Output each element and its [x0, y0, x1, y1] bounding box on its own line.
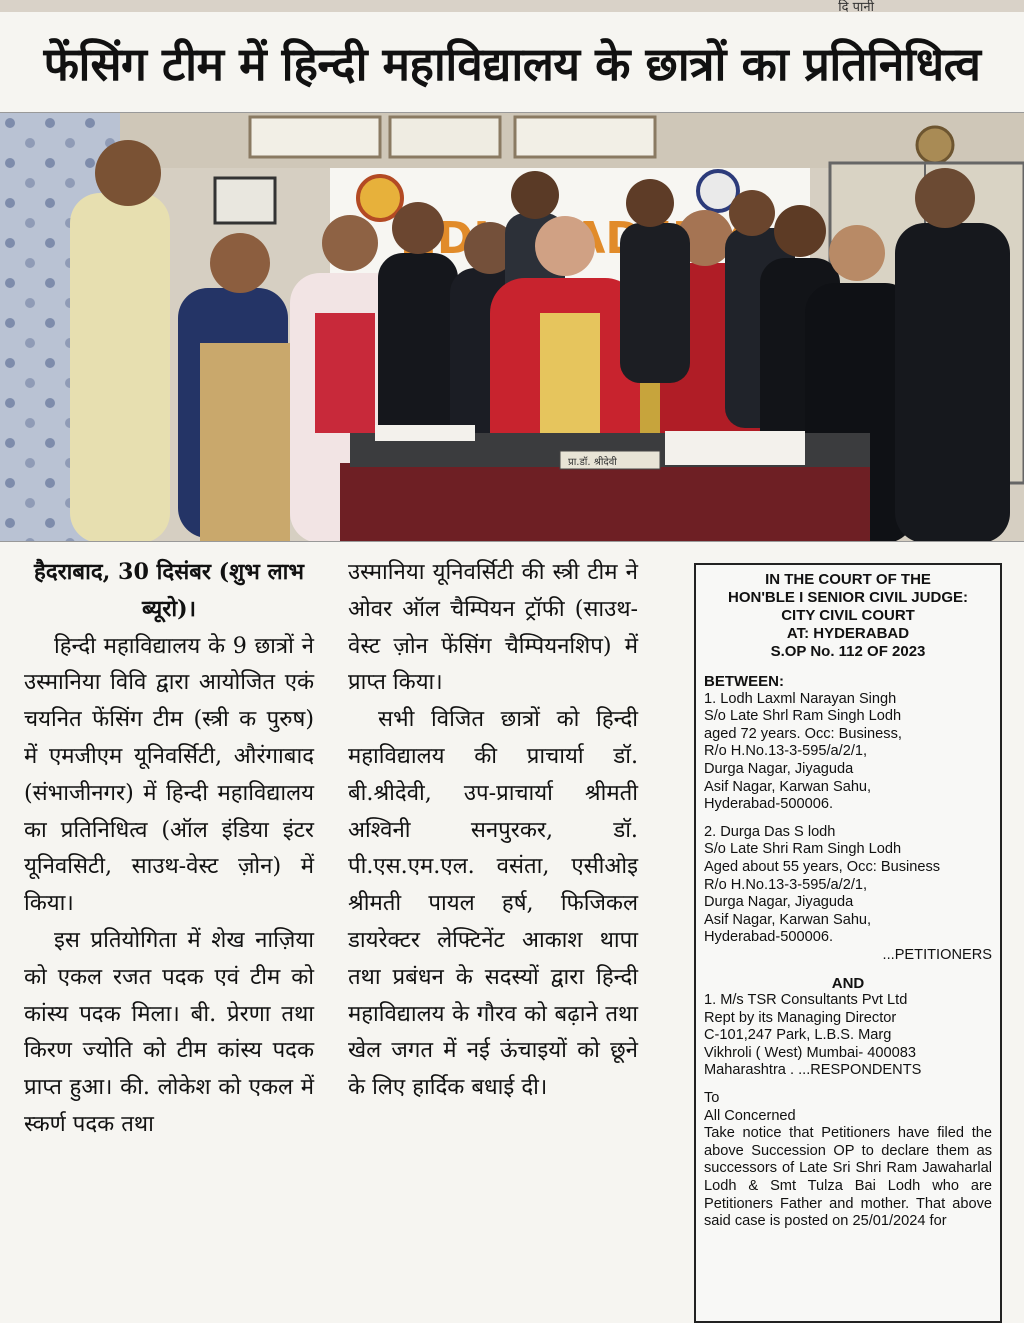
notice-line: R/o H.No.13-3-595/a/2/1, [704, 743, 868, 760]
notice-line: Asif Nagar, Karwan Sahu, [704, 911, 872, 928]
notice-concerned: All Concerned [704, 1107, 796, 1124]
notice-petitioner-2 [704, 824, 992, 947]
court-notice [694, 563, 1002, 1323]
notice-line: C-101,247 Park, L.B.S. Marg [704, 1027, 892, 1044]
notice-to: To [704, 1090, 720, 1107]
article-paragraph-2: इस प्रतियोगिता में शेख नाज़िया को एकल रजत पदक एवं टीम को कांस्य पदक मिला। बी. प्रेरणा तथा किरण ज्योति को टीम कांस्य पदक प्राप्त हुआ। की. लोकेश को एकल में स्कर्ण पदक तथा [24, 926, 314, 1137]
notice-line: Hyderabad-500006. [704, 929, 834, 946]
notice-line: R/o H.No.13-3-595/a/2/1, [704, 876, 868, 893]
nameplate-text: प्रा.डॉ. श्रीदेवी [568, 457, 617, 468]
notice-heading-line: HON'BLE I SENIOR CIVIL JUDGE: [728, 589, 968, 606]
notice-line: 1. Lodh Laxml Narayan Singh [704, 690, 897, 707]
desk [340, 463, 870, 541]
notice-heading-line: AT: HYDERABAD [786, 625, 910, 642]
article-column-2 [348, 554, 638, 1106]
notice-line: Maharashtra . ...RESPONDENTS [704, 1062, 922, 1079]
notice-line: 1. M/s TSR Consultants Pvt Ltd [704, 992, 908, 1009]
notice-heading [704, 571, 992, 661]
notice-heading-line: IN THE COURT OF THE [765, 571, 931, 588]
notice-petitioner-1 [704, 691, 992, 814]
notice-line: Durga Nagar, Jiyaguda [704, 760, 854, 777]
notice-heading-line: CITY CIVIL COURT [781, 607, 915, 624]
notice-heading-line: S.OP No. 112 OF 2023 [770, 643, 926, 660]
notice-respondent [704, 992, 992, 1080]
notice-line: Vikhroli ( West) Mumbai- 400083 [704, 1044, 916, 1061]
article-paragraph-3: उस्मानिया यूनिवर्सिटी की स्त्री टीम ने ओवर ऑल चैम्पियन ट्रॉफी (साउथ-वेस्ट ज़ोन फेंसिंग चैम्पियनशिप) में प्राप्त किया। [348, 559, 638, 696]
banner-text: NDI [400, 213, 490, 264]
article-paragraph-4: सभी विजित छात्रों को हिन्दी महाविद्यालय की प्राचार्या डॉ. बी.श्रीदेवी, उप-प्राचार्या श्रीमती अश्विनी सनपुरकर, डॉ. पी.एस.एम.एल. वसंता, एसीओइ श्रीमती पायल हर्ष, फिजिकल डायरेक्टर लेफ्टिनेंट आकाश थापा तथा प्रबंधन के सदस्यों द्वारा हिन्दी महाविद्यालय के गौरव को बढ़ाने तथा खेल जगत में नई ऊंचाइयों को छूने के लिए हार्दिक बधाई दी। [348, 706, 638, 1101]
notice-line: Hyderabad-500006. [704, 796, 834, 813]
notice-line: S/o Late Shrl Ram Singh Lodh [704, 708, 902, 725]
notice-line: S/o Late Shri Ram Singh Lodh [704, 841, 902, 858]
notice-line: aged 72 years. Occ: Business, [704, 725, 902, 742]
notice-line: Aged about 55 years, Occ: Business [704, 858, 941, 875]
group-photo-illustration [0, 113, 1024, 541]
article-column-1 [24, 554, 314, 1143]
notice-between: BETWEEN: [704, 673, 784, 690]
article-paragraph-1: हिन्दी महाविद्यालय के 9 छात्रों ने उस्मानिया विवि द्वारा आयोजित एकं चयनित फेंसिंग टीम (स्त्री क पुरुष) में एमजीएम यूनिवर्सिटी, औरंगाबाद (संभाजीनगर) में हिन्दी महाविद्यालय का प्रतिनिधित्व (ऑल इंडिया इंटर यूनिवसिटी, साउथ-वेस्ट ज़ोन) में किया। [24, 632, 314, 917]
notice-line: Asif Nagar, Karwan Sahu, [704, 778, 872, 795]
article-dateline: हैदराबाद, 30 दिसंबर (शुभ लाभ ब्यूरो)। [34, 559, 304, 622]
notice-and: AND [831, 974, 865, 992]
notice-petitioners-label: ...PETITIONERS [882, 946, 992, 963]
notice-line: Durga Nagar, Jiyaguda [704, 894, 854, 911]
notice-line: Rept by its Managing Director [704, 1009, 897, 1026]
top-fragment: दि पानी [838, 0, 874, 15]
notice-body: Take notice that Petitioners have filed the above Succession OP to declare them as successors of Late Sri Shri Ram Jawaharlal Lodh & Smt Tulza Bai Lodh who are Petitioners Father and mother. That above said case is posted on 25/01/2024 for [704, 1125, 992, 1230]
headline: फेंसिंग टीम में हिन्दी महाविद्यालय के छात्रों का प्रतिनिधित्व [43, 37, 981, 91]
news-photo [0, 112, 1024, 542]
top-strip [0, 0, 1024, 15]
notice-line: 2. Durga Das S lodh [704, 823, 836, 840]
